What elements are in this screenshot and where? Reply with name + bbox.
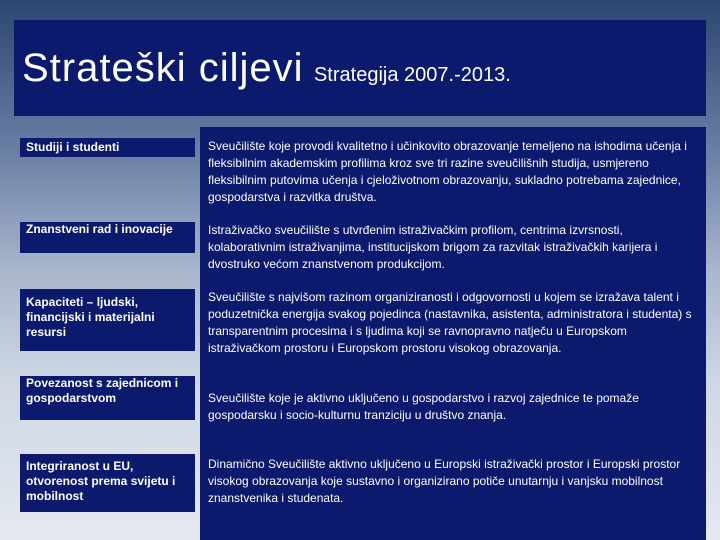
goal-label-research: Znanstveni rad i inovacije [20,222,195,253]
slide-title [22,46,511,91]
slide-title-main: Strateški ciljevi [22,46,304,90]
goal-label-studies: Studiji i studenti [20,138,195,157]
goal-text-community: Sveučilište koje je aktivno uključeno u gospodarstvo i razvoj zajednice te pomaže gospodarsku i socio-kulturnu tranziciju u društvo znanja. [208,391,639,422]
goal-label-community: Povezanost s zajednicom i gospodarstvom [20,376,195,420]
slide-title-sub: Strategija 2007.-2013. [313,64,511,86]
goal-text-eu: Dinamično Sveučilište aktivno uključeno u Europski istraživački prostor i Europski prostor visokog obrazovanja koje sustavno i organizirano potiče unutarnju i vanjsku mobilnost znanstvenika i studenata. [208,457,681,505]
goal-text-research: Istraživačko sveučilište s utvrđenim istraživačkim profilom, centrima izvrsnosti, kolaborativnim istraživanjima, institucijskom brigom za razvitak istraživačkih karijera i dvostruko većom znanstvenom produkcijom. [208,223,658,271]
goal-text-capacities: Sveučilište s najvišom razinom organiziranosti i odgovornosti u kojem se izražava talent i poduzetnička energija svakog pojedinca (nastavnika, asistenta, administratora i studenta) s transparentnim procesima i s ljudima koji se ravnopravno natječu u Europskom istraživačkom prostoru i Europskom prostoru visokog obrazovanja. [208,290,692,355]
goal-label-capacities: Kapaciteti – ljudski, financijski i materijalni resursi [20,289,195,351]
goal-label-eu: Integriranost u EU, otvorenost prema svijetu i mobilnost [20,454,195,512]
goal-text-studies: Sveučilište koje provodi kvalitetno i učinkovito obrazovanje temeljeno na ishodima učenja i fleksibilnim akademskim profilima kroz sve tri razine sveučilišnih studija, usmjereno fleksibilnim putovima učenja i cjeloživotnom obrazovanju, sukladno potrebama zajednice, gospodarstva i razvitka društva. [208,139,687,204]
